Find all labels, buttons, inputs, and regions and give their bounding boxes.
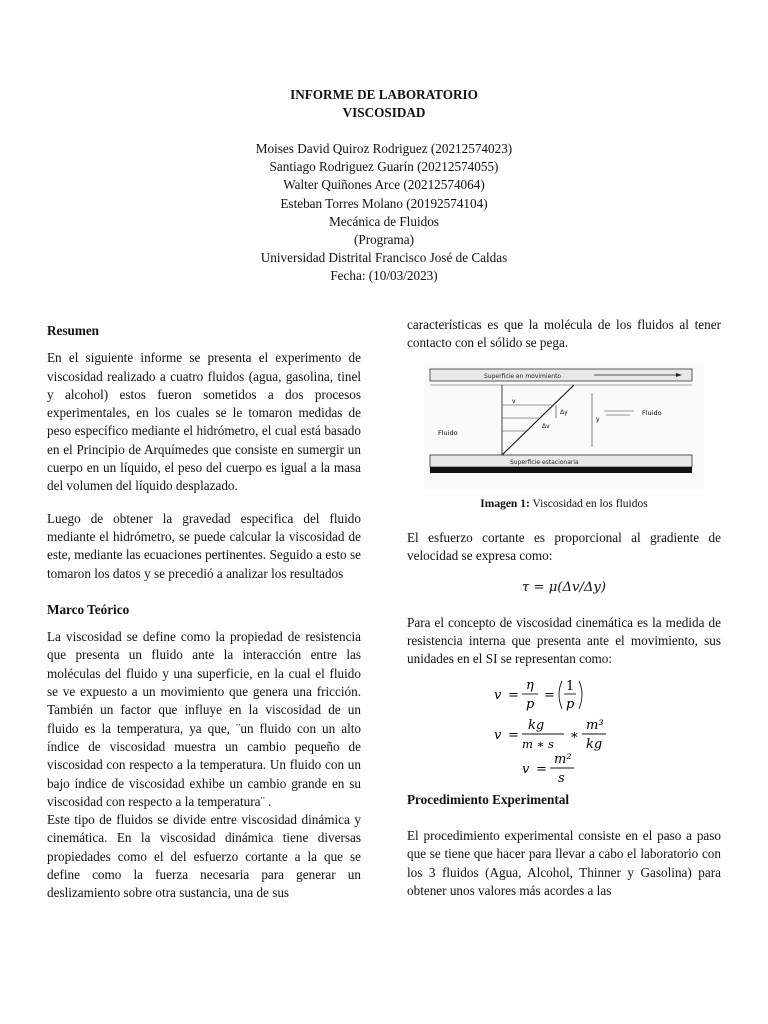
continued-paragraph: características es que la molécula de los fluidos al tener contacto con el sólido se pega.	[407, 317, 721, 351]
math-equals: =	[536, 761, 547, 777]
svg-text:Δv: Δv	[542, 422, 550, 430]
label-moving-surface: Superficie en movimiento	[484, 372, 562, 380]
label-fluid-right: Fluido	[642, 408, 662, 417]
svg-text:Δy: Δy	[560, 408, 568, 416]
title-line-1: INFORME DE LABORATORIO	[290, 87, 478, 102]
title-line-2: VISCOSIDAD	[342, 105, 426, 121]
math-v: v	[522, 761, 530, 777]
math-kg: kg	[586, 736, 603, 752]
shear-paragraph: El esfuerzo cortante es proporcional al gradiente de velocidad se expresa como:	[407, 529, 721, 564]
author-line: Esteban Torres Molano (20192574104)	[280, 195, 488, 211]
author-line: Moises David Quiroz Rodriguez (20212574023)	[255, 141, 513, 156]
svg-text:v: v	[512, 397, 516, 405]
caption-label: Imagen 1:	[480, 497, 530, 510]
math-v: v	[494, 687, 502, 703]
math-one: 1	[566, 678, 575, 694]
resumen-heading: Resumen	[47, 323, 100, 338]
kinematic-paragraph: Para el concepto de viscosidad cinemática es la medida de resistencia interna que presenta ante el movimiento, sus unidades en el SI se representan como:	[407, 614, 721, 667]
math-star: ∗	[570, 727, 579, 743]
procedure-heading: Procedimiento Experimental	[407, 791, 570, 807]
math-m2: m²	[554, 751, 572, 767]
marco-paragraph-1: La viscosidad se define como la propiedad de resistencia que presenta un fluido ante la interacción entre las moléculas del fluido y una superficie, en la cual el fluido se ve expuesto a un movimiento que genera una fricción. También un factor que influye en la viscosidad de un fluido es la temperatura, ya que, ¨un fluido con un alto índice de viscosidad muestra un cambio pequeño de viscosidad con respecto a la temperatura. Un fluido con un bajo índice de viscosidad exhibe un cambio grande en su viscosidad con respecto a la temperatura¨ .	[47, 629, 361, 809]
date-line: Fecha: (10/03/2023)	[330, 268, 438, 284]
caption-text: Viscosidad en los fluidos	[529, 497, 648, 510]
ground-hatch	[430, 467, 692, 473]
report-title	[0, 86, 768, 122]
resumen-paragraph-2: Luego de obtener la gravedad especifica del fluido mediante el hidrómetro, se puede calcular la viscosidad de este, mediante las ecuaciones pertinentes. Seguido a esto se tomaron los datos y se precedió a analizar los resultados	[47, 510, 361, 581]
svg-text:y: y	[596, 415, 600, 423]
math-v: v	[494, 727, 502, 743]
figure-caption	[407, 495, 721, 513]
math-p: p	[566, 696, 575, 712]
math-equals: =	[544, 687, 555, 703]
math-eta: η	[526, 677, 534, 693]
author-line: Walter Quiñones Arce (20212574064)	[283, 177, 485, 193]
left-column	[47, 322, 361, 903]
math-m3: m³	[586, 717, 604, 733]
label-stationary-surface: Superficie estacionaria	[510, 458, 579, 466]
label-fluid-left: Fluido	[438, 428, 458, 437]
math-kg: kg	[528, 717, 545, 733]
math-equals: =	[508, 727, 519, 743]
resumen-paragraph-1: En el siguiente informe se presenta el experimento de viscosidad realizado a cuatro fluidos (agua, gasolina, tinel y alcohol) estos fueron sometidos a dos procesos experimentales, en los cuales se le tomaron medidas de peso específico mediante el hidrómetro, el cual está basado en el Principio de Arquímedes que consiste en sumergir un cuerpo en un líquido, el peso del cuerpo es igual a la masa del volumen del líquido desplazado.	[47, 350, 361, 494]
marco-heading: Marco Teórico	[47, 601, 130, 617]
math-ms: m ∗ s	[522, 736, 554, 751]
kinematic-equations	[484, 677, 644, 783]
program-line: (Programa)	[353, 232, 415, 248]
procedure-paragraph: El procedimiento experimental consiste en el paso a paso que se tiene que hacer para llevar a cabo el laboratorio con los 3 fluidos (Agua, Alcohol, Thinner y Gasolina) para obtener unos valores más acordes a las	[407, 827, 721, 898]
marco-paragraph-2: Este tipo de fluidos se divide entre viscosidad dinámica y cinemática. En la viscosidad dinámica tiene diversas propiedades como el del esfuerzo cortante a la que se define como la fuerza necesaria para generar un deslizamiento sobre otra sustancia, una de sus	[47, 812, 361, 901]
author-line: Santiago Rodriguez Guarín (20212574055)	[269, 159, 499, 175]
university-line: Universidad Distrital Francisco José de Caldas	[260, 250, 508, 266]
math-p: p	[526, 696, 535, 712]
math-s: s	[558, 770, 565, 783]
course-line: Mecánica de Fluidos	[329, 213, 439, 229]
math-equals: =	[508, 687, 519, 703]
right-column	[407, 316, 721, 900]
shear-equation: τ = μ(Δv/Δy)	[522, 580, 606, 596]
author-block	[0, 140, 768, 286]
viscosity-figure	[424, 363, 704, 489]
